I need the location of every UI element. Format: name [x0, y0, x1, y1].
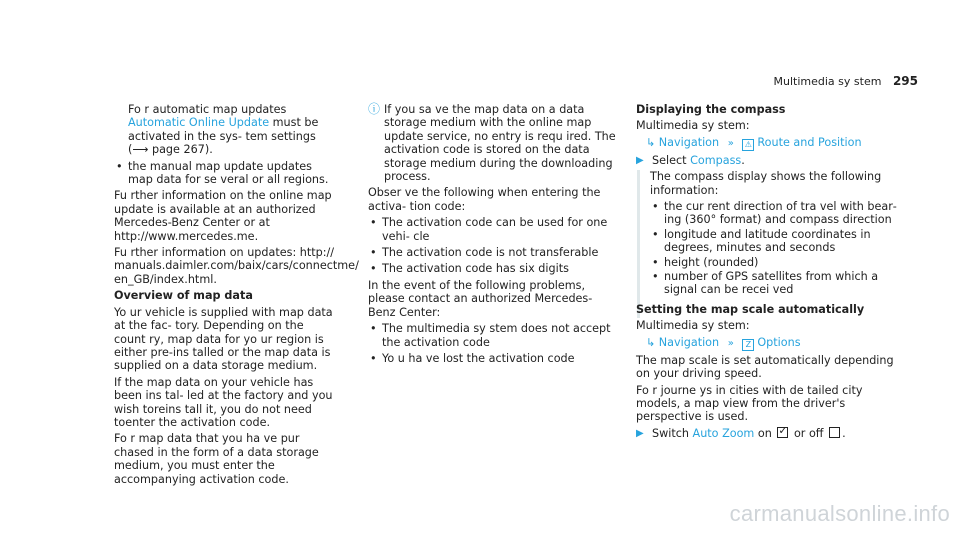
step-arrow-icon: ▶	[636, 154, 644, 166]
section-heading: Displaying the compass	[636, 103, 786, 116]
note-text: If you sa ve the map data on a data storage medium with the online map update service, no entry is requ ired. The activation code is stored on the data storage medium during the downloading process.	[384, 103, 616, 184]
watermark: carmanualsonline.info	[729, 501, 950, 526]
column-1	[114, 103, 359, 489]
step	[636, 154, 898, 167]
route-warning-icon: ⚠	[742, 139, 754, 151]
step	[636, 427, 898, 440]
paragraph: Fu rther information on updates: http:// manuals.daimler.com/baix/cars/connectme/ en_GB/index.html.	[114, 246, 359, 286]
paragraph: Fu rther information on the online map update is available at an authorized Mercedes-Benz Center or at http://www.mercedes.me.	[114, 189, 332, 243]
checkbox-empty-icon	[829, 427, 840, 438]
column-2	[368, 103, 616, 368]
section-heading: Setting the map scale automatically	[636, 302, 865, 316]
menu-path	[636, 336, 898, 351]
paragraph: Fo r journe ys in cities with de tailed city models, a map view from the driver's perspective is used.	[636, 383, 863, 424]
page-number: 295	[892, 74, 918, 88]
turn-arrow-icon: ↳	[646, 335, 656, 349]
paragraph: Yo ur vehicle is supplied with map data at the fac‐ tory. Depending on the count ry, map data for yo ur region is either pre-ins talled or the map data is supplied on a data storage medium.	[114, 305, 333, 373]
paragraph: The map scale is set automatically depending on your driving speed.	[636, 353, 894, 381]
list-item: • height (rounded)	[650, 256, 898, 269]
compass-info-list	[636, 200, 898, 297]
options-link[interactable]: Options	[757, 335, 801, 349]
navigation-link[interactable]: Navigation	[658, 335, 720, 349]
route-and-position-link[interactable]: Route and Position	[757, 135, 862, 149]
list-item: • the cur rent direction of tra vel with bear‐ ing (360° format) and compass direction	[650, 200, 898, 227]
list-item: • The activation code can be used for one vehi‐ cle	[368, 216, 616, 243]
section-title: Multimedia sy stem	[773, 75, 882, 88]
list-item: • The activation code has six digits	[368, 262, 616, 275]
list-item: • Yo u ha ve lost the activation code	[368, 352, 616, 365]
step-description: The compass display shows the following information:	[650, 170, 882, 197]
text-span: .	[741, 153, 745, 167]
text-span: Switch	[652, 426, 693, 440]
list-item: • longitude and latitude coordinates in degrees, minutes and seconds	[650, 228, 898, 255]
arrow-icon: ⟶	[132, 143, 149, 157]
auto-zoom-link[interactable]: Auto Zoom	[692, 426, 755, 440]
text-span: .	[842, 426, 846, 440]
navigation-link[interactable]: Navigation	[658, 135, 720, 149]
text-span: Select	[652, 153, 691, 167]
page-header	[774, 74, 918, 88]
text-span: Fo r automatic map updates	[128, 103, 287, 116]
compass-link[interactable]: Compass	[690, 153, 742, 167]
list-item: • The activation code is not transferable	[368, 246, 616, 259]
automatic-online-update-link[interactable]: Automatic Online Update	[128, 116, 270, 130]
paragraph: In the event of the following problems, please contact an authorized Mercedes-Benz Center:	[368, 278, 593, 319]
list-item: • The multimedia sy stem does not accept the activation code	[368, 322, 616, 349]
paragraph: Fo r map data that you ha ve pur chased in the form of a data storage medium, you must enter the accompanying activation code.	[114, 432, 319, 486]
double-chevron-icon: »	[727, 337, 734, 349]
double-chevron-icon: »	[727, 137, 734, 149]
menu-path	[636, 136, 898, 151]
info-icon: ⓘ	[368, 102, 381, 116]
list-item: • the manual map update updates map data for se veral or all regions.	[114, 160, 336, 187]
paragraph: If the map data on your vehicle has been ins tal‐ led at the factory and you wish toreins tall it, you do not need toenter the activation code.	[114, 375, 333, 429]
auto-update-paragraph	[114, 103, 336, 157]
options-icon: Z	[742, 339, 754, 351]
section-heading: Overview of map data	[114, 289, 253, 303]
menu-label: Multimedia sy stem:	[636, 319, 750, 333]
text-span: must be activated in the sys‐ tem settings (	[128, 116, 319, 157]
turn-arrow-icon: ↳	[646, 135, 656, 149]
text-span: or off	[790, 426, 828, 440]
checkbox-checked-icon	[777, 427, 788, 438]
text-span: on	[754, 426, 776, 440]
list-item: • number of GPS satellites from which a signal can be recei ved	[650, 270, 898, 297]
paragraph: Obser ve the following when entering the activa‐ tion code:	[368, 186, 601, 213]
step-arrow-icon: ▶	[636, 427, 644, 439]
menu-label: Multimedia sy stem:	[636, 119, 750, 133]
column-3	[636, 103, 898, 443]
page-ref: page 267).	[148, 143, 213, 157]
note-block	[368, 103, 616, 183]
